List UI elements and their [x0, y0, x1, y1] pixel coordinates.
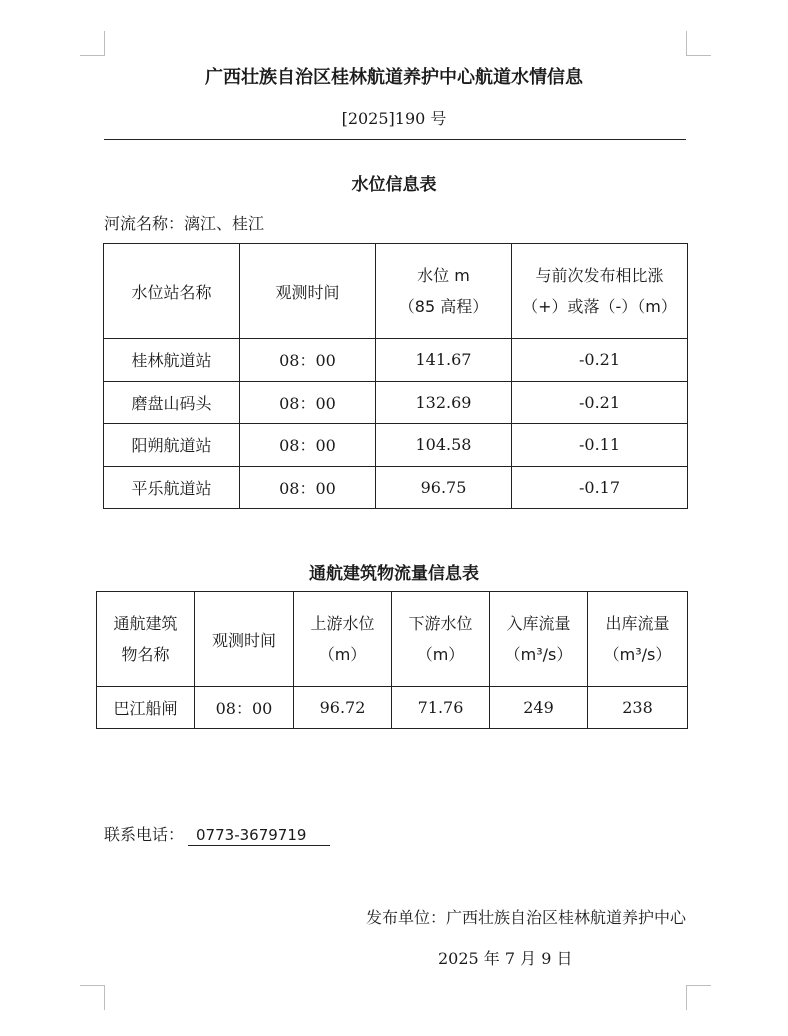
- water-level: 96.75: [376, 466, 512, 509]
- contact-phone: 0773-3679719: [188, 825, 330, 846]
- observation-time: 08：00: [240, 466, 376, 509]
- station-name: 磨盘山码头: [104, 381, 240, 424]
- header-upstream-line1: 上游水位: [310, 614, 375, 633]
- header-divider: [104, 139, 686, 140]
- observation-time: 08：00: [240, 424, 376, 467]
- observation-time: 08：00: [240, 381, 376, 424]
- table-row: [104, 339, 688, 382]
- table-row: [104, 381, 688, 424]
- outflow-rate: 238: [588, 687, 688, 729]
- publish-date: 2025 年 7 月 9 日: [438, 949, 573, 968]
- station-name: 平乐航道站: [104, 466, 240, 509]
- crop-mark-bottom-right: [686, 985, 711, 1010]
- table-row: [104, 466, 688, 509]
- header-time: 观测时间: [195, 592, 294, 687]
- river-name: 河流名称：漓江、桂江: [104, 214, 265, 233]
- header-outflow: [588, 592, 688, 687]
- level-change: -0.21: [512, 381, 688, 424]
- station-name: 阳朔航道站: [104, 424, 240, 467]
- contact-line: [104, 822, 330, 846]
- header-outflow-line2: （m³/s）: [603, 645, 672, 664]
- document-title: 广西壮族自治区桂林航道养护中心航道水情信息: [205, 67, 583, 88]
- navigation-flow-table: [96, 591, 688, 729]
- level-change: -0.21: [512, 339, 688, 382]
- station-name: 桂林航道站: [104, 339, 240, 382]
- level-change: -0.17: [512, 466, 688, 509]
- contact-label: 联系电话：: [104, 825, 185, 844]
- crop-mark-top-right: [686, 31, 711, 56]
- header-change-line1: 与前次发布相比涨: [535, 266, 664, 285]
- header-structure-name-line2: 物名称: [121, 645, 170, 664]
- downstream-level: 71.76: [392, 687, 490, 729]
- header-upstream-line2: （m）: [318, 645, 367, 664]
- table-header-row: [104, 244, 688, 339]
- inflow-rate: 249: [490, 687, 588, 729]
- water-level-table: [103, 243, 688, 509]
- header-level-line1: 水位 m: [417, 266, 470, 285]
- header-inflow-line1: 入库流量: [506, 614, 571, 633]
- crop-mark-top-left: [80, 31, 105, 56]
- header-level-line2: （85 高程）: [398, 297, 489, 316]
- observation-time: 08：00: [240, 339, 376, 382]
- header-upstream-level: [294, 592, 392, 687]
- observation-time: 08：00: [195, 687, 294, 729]
- water-level: 132.69: [376, 381, 512, 424]
- header-outflow-line1: 出库流量: [605, 614, 670, 633]
- structure-name: 巴江船闸: [97, 687, 195, 729]
- table-header-row: [97, 592, 688, 687]
- header-time: 观测时间: [240, 244, 376, 339]
- header-inflow-line2: （m³/s）: [504, 645, 573, 664]
- header-structure-name-line1: 通航建筑: [113, 614, 178, 633]
- header-change: [512, 244, 688, 339]
- publisher: 发布单位：广西壮族自治区桂林航道养护中心: [365, 908, 686, 927]
- header-downstream-line2: （m）: [416, 645, 465, 664]
- header-downstream-level: [392, 592, 490, 687]
- header-level: [376, 244, 512, 339]
- level-change: -0.11: [512, 424, 688, 467]
- document-number: [2025]190 号: [341, 109, 447, 128]
- water-level: 104.58: [376, 424, 512, 467]
- header-downstream-line1: 下游水位: [408, 614, 473, 633]
- navigation-table-title: 通航建筑物流量信息表: [309, 564, 479, 584]
- crop-mark-bottom-left: [80, 985, 105, 1010]
- water-level-table-title: 水位信息表: [351, 175, 437, 195]
- header-change-line2: （+）或落（-）（m）: [522, 297, 677, 316]
- header-structure-name: [97, 592, 195, 687]
- upstream-level: 96.72: [294, 687, 392, 729]
- header-inflow: [490, 592, 588, 687]
- header-station: 水位站名称: [104, 244, 240, 339]
- table-row: [97, 687, 688, 729]
- water-level: 141.67: [376, 339, 512, 382]
- table-row: [104, 424, 688, 467]
